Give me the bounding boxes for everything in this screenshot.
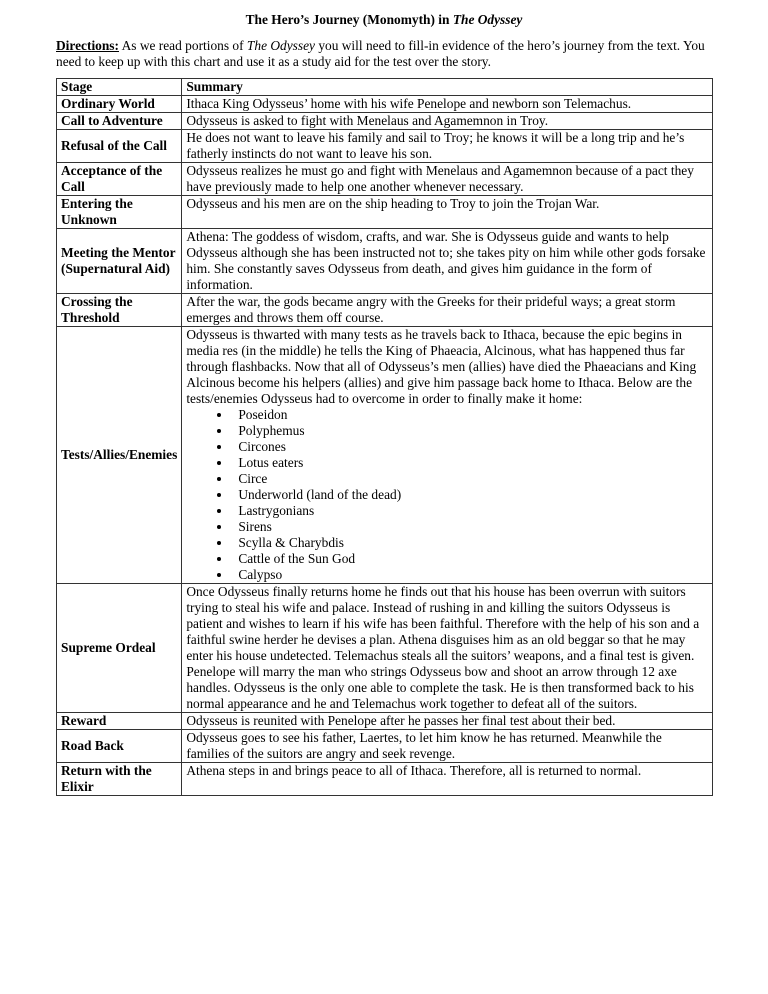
summary-text: Odysseus is asked to fight with Menelaus and Agamemnon in Troy. [186,113,549,128]
summary-text: Odysseus realizes he must go and fight with Menelaus and Agamemnon because of a pact they have previously made to help one another whenever necessary. [186,163,694,194]
summary-cell [182,584,713,713]
stage-cell: Tests/Allies/Enemies [57,327,182,584]
list-item: • Calypso [232,567,708,583]
summary-text: After the war, the gods became angry with the Greeks for their prideful ways; a great storm emerges and throws them off course. [186,294,676,325]
directions-italic: The Odyssey [246,38,315,53]
table-row [57,294,713,327]
list-item: • Polyphemus [232,423,708,439]
table-row [57,163,713,196]
table-row [57,713,713,730]
stage-cell: Reward [57,713,182,730]
heros-journey-table [56,78,713,796]
stage-cell: Return with the Elixir [57,763,182,796]
summary-cell [182,327,713,584]
table-row [57,327,713,584]
list-item: • Lastrygonians [232,503,708,519]
directions-text: As we read portions of [118,38,247,53]
table-row [57,584,713,713]
title-text: The Hero’s Journey (Monomyth) in [245,12,453,27]
table-row [57,130,713,163]
table-row [57,763,713,796]
summary-cell [182,730,713,763]
table-row [57,229,713,294]
summary-cell [182,163,713,196]
summary-text: Odysseus is reunited with Penelope after he passes her final test about their bed. [186,713,616,728]
summary-text: Odysseus and his men are on the ship heading to Troy to join the Trojan War. [186,196,600,211]
summary-cell [182,113,713,130]
directions-label: Directions: [56,38,119,53]
table-row [57,196,713,229]
header-stage: Stage [57,79,182,96]
summary-text: Odysseus goes to see his father, Laertes, to let him know he has returned. Meanwhile the families of the suitors are angry and seek revenge. [186,730,662,761]
list-item: • Scylla & Charybdis [232,535,708,551]
summary-text: Odysseus is thwarted with many tests as he travels back to Ithaca, because the epic begins in media res (in the middle) he tells the King of Phaeacia, Alcinous, what has happened thus far through flashbacks. Now that all of Odysseus’s men (allies) have died the Phaeacians and King Alcinous become his helpers (allies) and give him passage back home to Ithaca. Below are the tests/enemies Odysseus had to overcome in order to finally make it home: [186,327,697,406]
table-row [57,730,713,763]
stage-cell: Crossing the Threshold [57,294,182,327]
directions [56,38,712,70]
summary-cell [182,229,713,294]
directions-text-end: you will need to fill-in evidence of the hero’s journey from the text. You need to keep up with this chart and use it as a study aid for the test over the story. [56,38,705,69]
list-item: • Underworld (land of the dead) [232,487,708,503]
list-item: • Sirens [232,519,708,535]
stage-cell: Acceptance of the Call [57,163,182,196]
list-item: • Poseidon [232,407,708,423]
stage-cell: Call to Adventure [57,113,182,130]
title-italic: The Odyssey [452,12,523,27]
summary-text: Athena steps in and brings peace to all of Ithaca. Therefore, all is returned to normal. [186,763,642,778]
stage-cell: Ordinary World [57,96,182,113]
table-row [57,113,713,130]
table-row [57,96,713,113]
summary-cell [182,196,713,229]
stage-cell: Entering the Unknown [57,196,182,229]
list-item: • Lotus eaters [232,455,708,471]
summary-cell [182,96,713,113]
document-page [56,12,712,796]
stage-cell: Meeting the Mentor (Supernatural Aid) [57,229,182,294]
page-title [56,12,712,28]
list-item: • Circe [232,471,708,487]
stage-cell: Supreme Ordeal [57,584,182,713]
list-item: • Circones [232,439,708,455]
table-header-row [57,79,713,96]
summary-cell [182,294,713,327]
summary-cell [182,713,713,730]
summary-text: Once Odysseus finally returns home he finds out that his house has been overrun with suitors trying to steal his wife and palace. Instead of rushing in and killing the suitors Odysseus is patient and wishes to learn if his wife has been faithful. Therefore with the help of his son and a faithful swine herder he devises a plan. Athena disguises him as an old beggar so that he may enter his house undetected. Telemachus steals all the suitors’ weapons, and a final test is given. Penelope will marry the man who strings Odysseus bow and shoot an arrow through 12 axe handles. Odysseus is the only one able to complete the task. He is then transformed back to his normal appearance and he and Telemachus work together to defeat all of the suitors. [186,584,700,711]
header-summary: Summary [182,79,713,96]
summary-text: Ithaca King Odysseus’ home with his wife Penelope and newborn son Telemachus. [186,96,632,111]
list-item: • Cattle of the Sun God [232,551,708,567]
summary-text: Athena: The goddess of wisdom, crafts, and war. She is Odysseus guide and wants to help Odysseus although she has been instructed not to; she takes pity on him while other gods forsake him. She constantly saves Odysseus from death, and gives him guidance in the form of information. [186,229,706,292]
summary-cell [182,763,713,796]
summary-text: He does not want to leave his family and sail to Troy; he knows it will be a long trip and he’s fatherly instincts do not want to leave his son. [186,130,685,161]
stage-cell: Refusal of the Call [57,130,182,163]
stage-cell: Road Back [57,730,182,763]
summary-cell [182,130,713,163]
enemies-list [186,407,708,583]
